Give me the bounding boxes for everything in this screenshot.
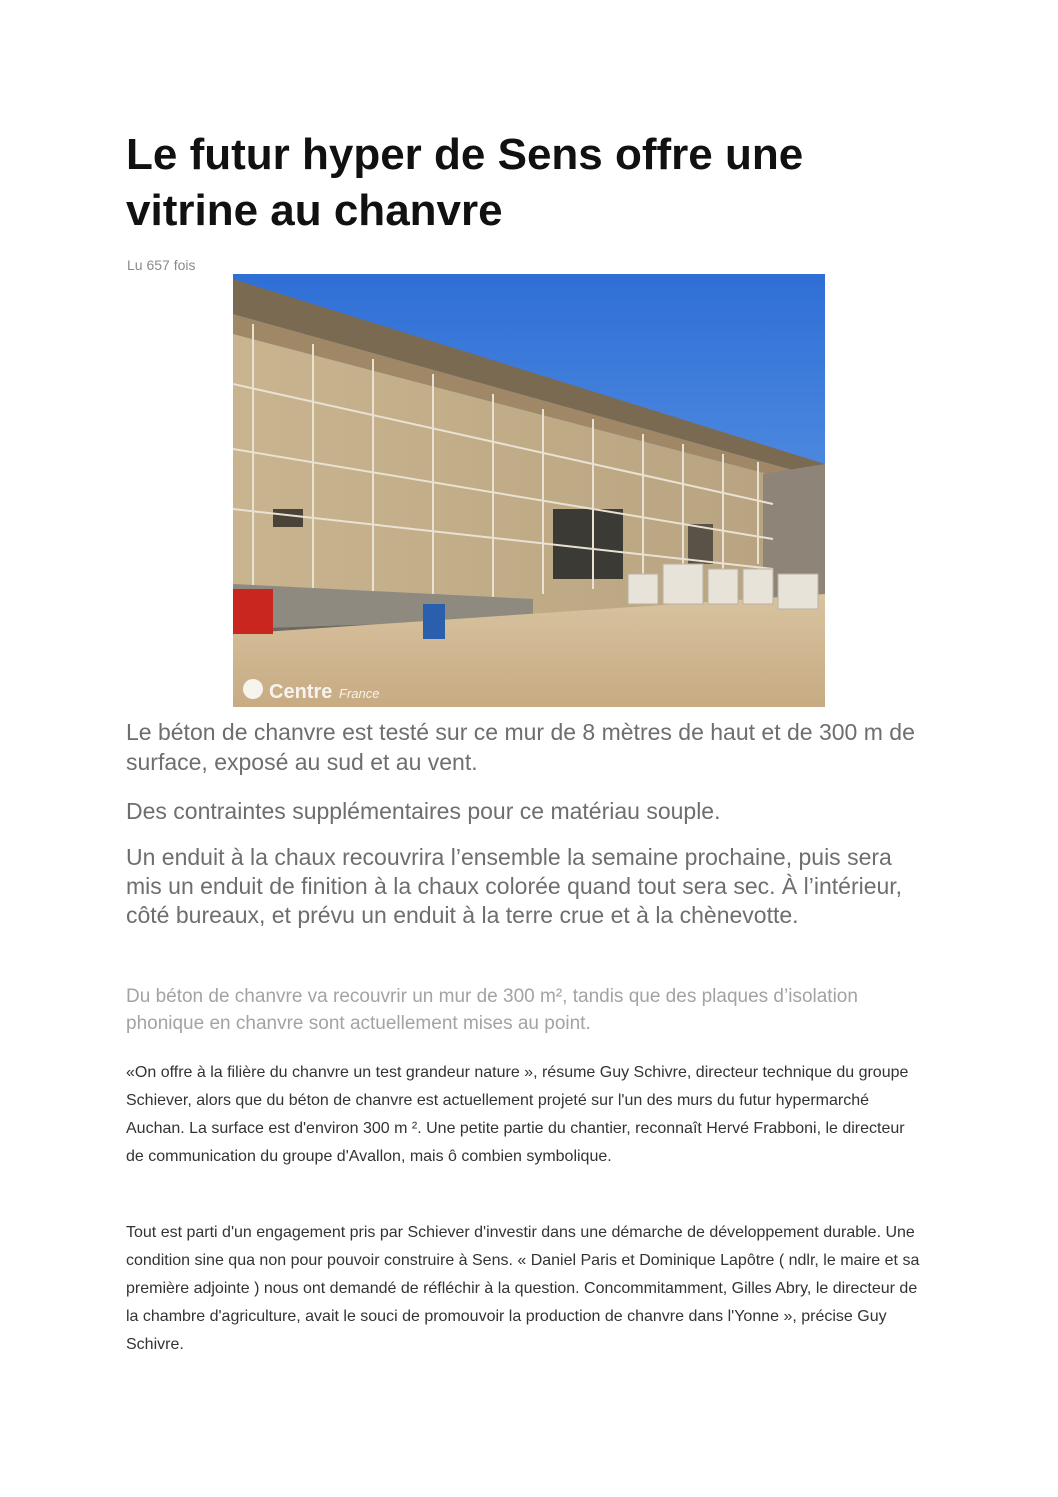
article-title: Le futur hyper de Sens offre une vitrine au chanvre: [126, 130, 804, 235]
article-photo: [233, 274, 825, 707]
photo-caption-3: Un enduit à la chaux recouvrira l’ensemble la semaine prochaine, puis sera mis un enduit de finition à la chaux colorée quand tout sera sec. À l’intérieur, côté bureaux, et prévu un enduit à la terre crue et à la chènevotte.: [126, 844, 903, 928]
photo-caption-2: Des contraintes supplémentaires pour ce matériau souple.: [126, 798, 721, 824]
svg-text:France: France: [339, 686, 380, 701]
article-lead: Du béton de chanvre va recouvrir un mur de 300 m², tandis que des plaques d’isolation phonique en chanvre sont actuellement mises au point.: [126, 986, 858, 1034]
article-paragraph: «On offre à la filière du chanvre un test grandeur nature », résume Guy Schivre, directeur technique du groupe Schiever, alors que du béton de chanvre est actuellement projeté sur l'un des murs du futur hypermarché Auchan. La surface est d'environ 300 m ². Une petite partie du chantier, reconnaît Hervé Frabboni, le directeur de communication du groupe d'Avallon, mais ô combien symbolique.: [126, 1064, 909, 1165]
article-paragraph: Tout est parti d'un engagement pris par Schiever d'investir dans une démarche de développement durable. Une condition sine qua non pour pouvoir construire à Sens. « Daniel Paris et Dominique Lapôtre ( ndlr, le maire et sa première adjointe ) nous ont demandé de réfléchir à la question. Concommitamment, Gilles Abry, le directeur de la chambre d'agriculture, avait le souci de promouvoir la production de chanvre dans l'Yonne », précise Guy Schivre.: [126, 1224, 920, 1353]
view-count: Lu 657 fois: [127, 257, 196, 273]
photo-caption-1: Le béton de chanvre est testé sur ce mur de 8 mètres de haut et de 300 m de surface, exposé au sud et au vent.: [126, 719, 915, 775]
svg-text:Centre: Centre: [269, 681, 333, 703]
